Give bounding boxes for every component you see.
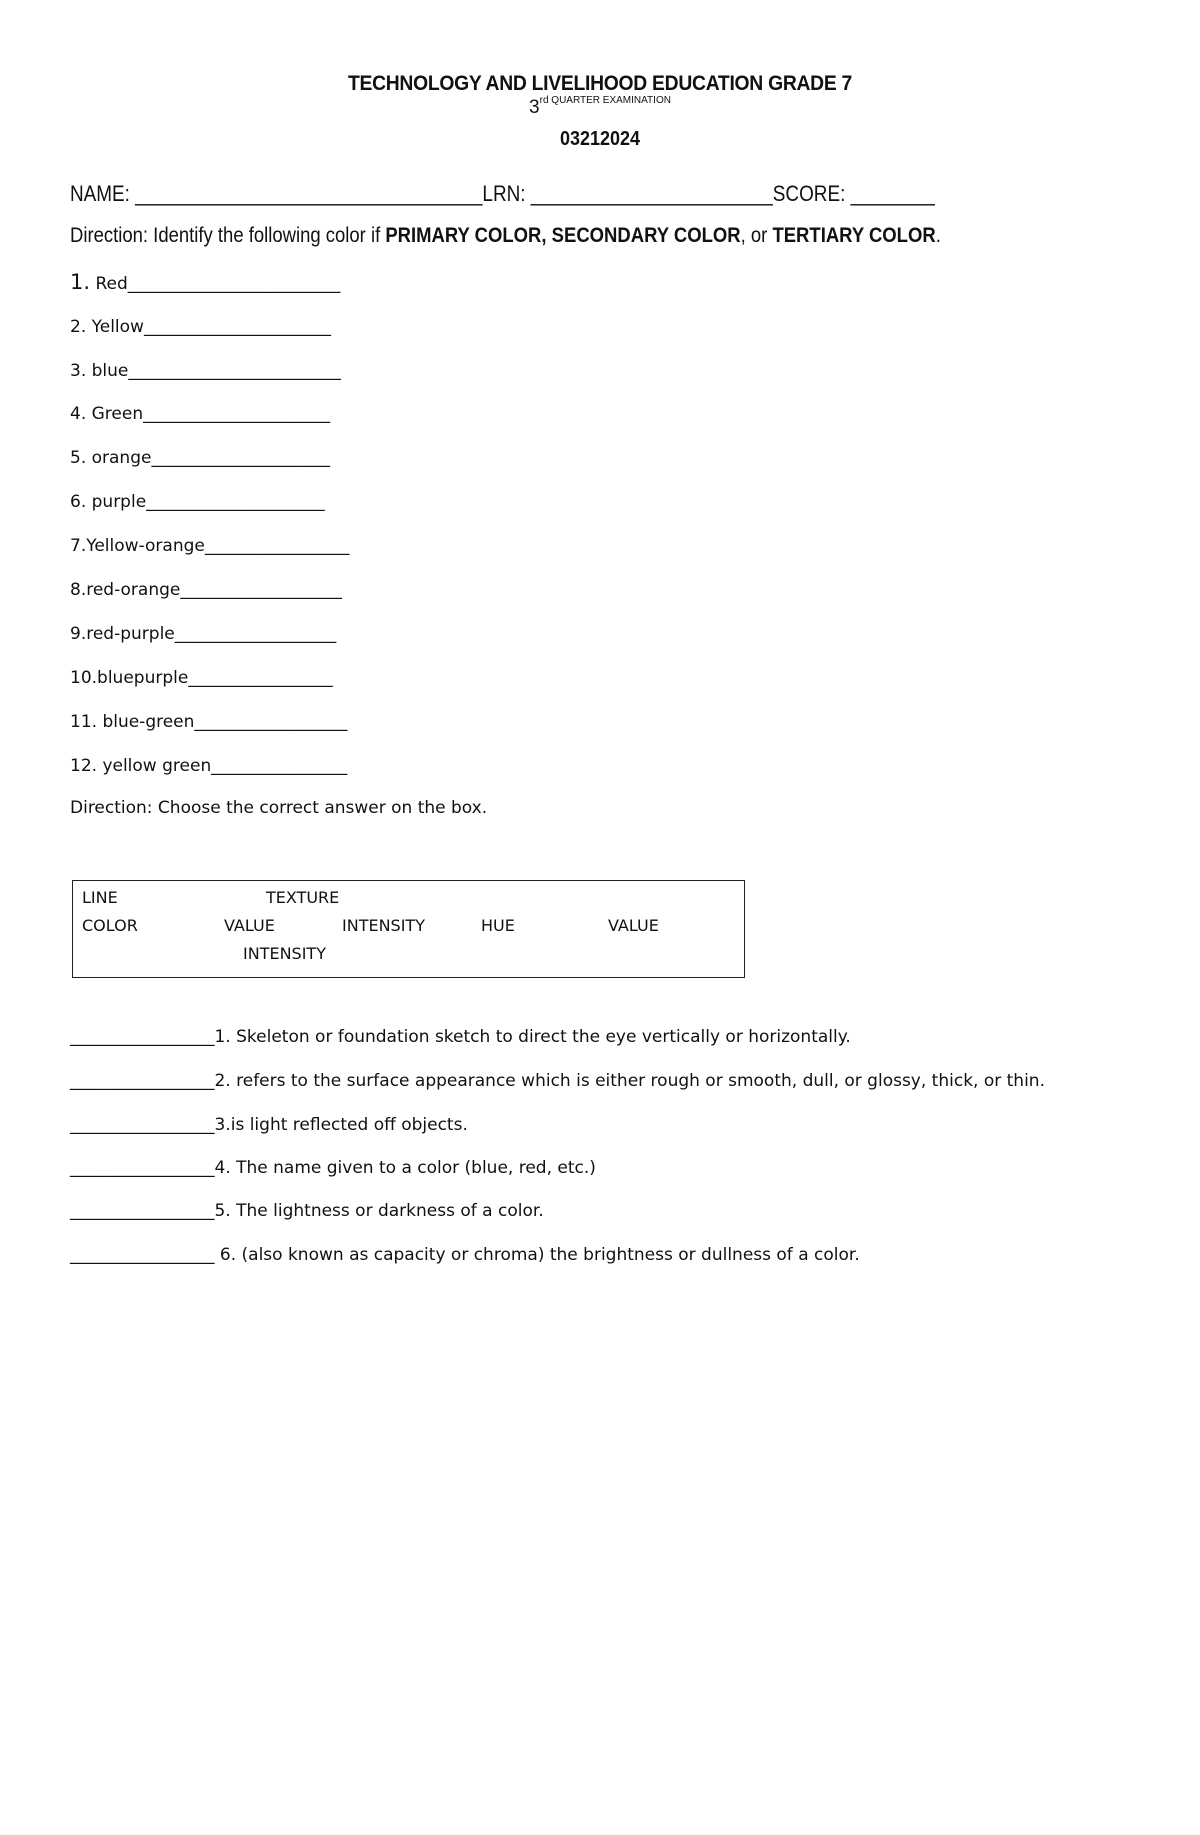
- student-info-line: NAME: _________________________________LRN: _______________________SCORE: ________: [70, 181, 935, 206]
- color-item-text: 9.red-purple___________________: [70, 624, 337, 644]
- color-item-text: 11. blue-green__________________: [70, 712, 348, 732]
- direction1-mid: , or: [740, 224, 773, 247]
- color-item: [70, 580, 342, 600]
- exam-code: 03212024: [559, 128, 641, 150]
- matching-question: _________________ 6. (also known as capacity or chroma) the brightness or dullness of a color.: [70, 1245, 860, 1265]
- choice-word: HUE: [481, 916, 515, 935]
- color-item-text: 12. yellow green________________: [70, 756, 348, 776]
- direction1-prefix: Direction: Identify the following color if: [70, 224, 386, 247]
- choice-word: COLOR: [82, 916, 138, 935]
- direction-choose-answer: Direction: Choose the correct answer on the box.: [70, 798, 488, 818]
- color-item-text: 5. orange_____________________: [70, 448, 330, 468]
- color-item: [70, 448, 330, 468]
- choice-word: TEXTURE: [266, 888, 340, 907]
- matching-question: _________________3.is light reflected off objects.: [70, 1115, 468, 1135]
- color-item: [70, 756, 347, 776]
- color-item: [70, 712, 347, 732]
- color-item-text: 10.bluepurple_________________: [70, 668, 333, 688]
- color-item: [70, 536, 349, 556]
- direction-identify-colors: [70, 224, 941, 248]
- color-item-number: 1.: [70, 270, 91, 294]
- color-item: [70, 270, 340, 294]
- color-item: [70, 492, 325, 512]
- answer-choices-box: [72, 880, 745, 978]
- quarter-line: [0, 97, 1200, 119]
- quarter-suffix: rd: [539, 95, 549, 106]
- color-item-text: 2. Yellow______________________: [70, 317, 331, 337]
- color-item-text: 6. purple_____________________: [70, 492, 325, 512]
- color-item: [70, 361, 341, 381]
- color-item-text: 8.red-orange___________________: [70, 580, 342, 600]
- color-item-text: 7.Yellow-orange_________________: [70, 536, 350, 556]
- color-item-text: 4. Green______________________: [70, 404, 331, 424]
- choice-word: INTENSITY: [342, 916, 425, 935]
- choice-word: VALUE: [608, 916, 659, 935]
- matching-question: _________________5. The lightness or darkness of a color.: [70, 1201, 544, 1221]
- color-item: [70, 668, 333, 688]
- quarter-number: 3: [529, 97, 540, 118]
- quarter-text: QUARTER EXAMINATION: [551, 95, 671, 106]
- matching-question: _________________1. Skeleton or foundation sketch to direct the eye vertically or horizontally.: [70, 1027, 851, 1047]
- color-item: [70, 624, 336, 644]
- choice-word: LINE: [82, 888, 118, 907]
- matching-question: _________________4. The name given to a color (blue, red, etc.): [70, 1158, 596, 1178]
- color-item-text: 3. blue_________________________: [70, 361, 341, 381]
- color-item: [70, 404, 330, 424]
- direction1-suffix: .: [935, 224, 941, 247]
- direction1-bold-primary-secondary: PRIMARY COLOR, SECONDARY COLOR: [385, 224, 741, 247]
- direction1-bold-tertiary: TERTIARY COLOR: [772, 224, 936, 247]
- exam-title: TECHNOLOGY AND LIVELIHOOD EDUCATION GRADE 7: [347, 72, 853, 95]
- choice-word: INTENSITY: [243, 944, 326, 963]
- matching-question: _________________2. refers to the surface appearance which is either rough or smooth, dull, or glossy, thick, or thin.: [70, 1071, 1045, 1091]
- color-item: [70, 317, 331, 337]
- choice-word: VALUE: [224, 916, 275, 935]
- color-item-text: Red_________________________: [90, 274, 341, 294]
